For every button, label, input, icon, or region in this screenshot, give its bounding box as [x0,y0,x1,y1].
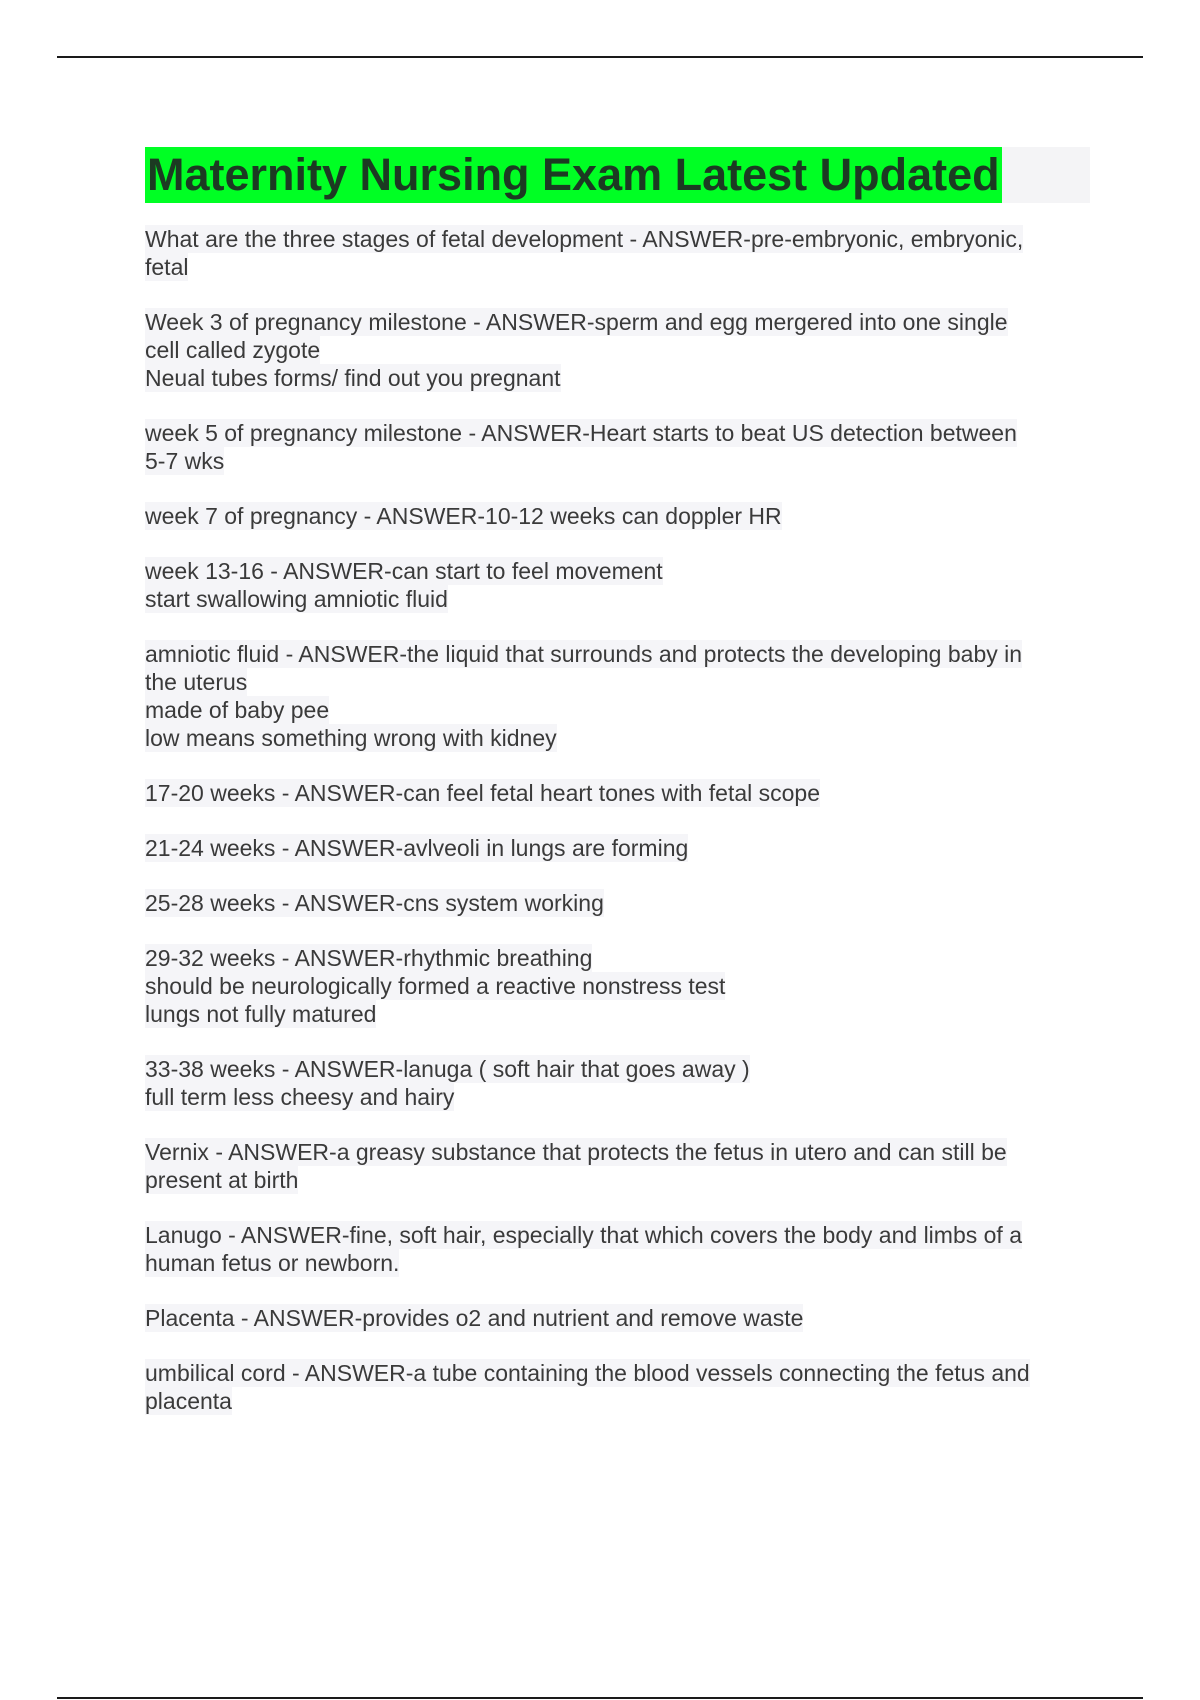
entry-line: made of baby pee [145,697,330,723]
qa-entry [145,1055,1090,1111]
entry-line: start swallowing amniotic fluid [145,586,448,612]
entry-line: 21-24 weeks - ANSWER-avlveoli in lungs are forming [145,835,689,861]
entry-line: week 13-16 - ANSWER-can start to feel movement [145,558,663,584]
top-rule [57,56,1143,58]
entry-line: the uterus [145,669,248,695]
entry-line: Lanugo - ANSWER-fine, soft hair, especially that which covers the body and limbs of a [145,1222,1022,1248]
qa-entry [145,889,1090,917]
bottom-rule [57,1697,1143,1699]
entry-line: full term less cheesy and hairy [145,1084,455,1110]
entry-line: Vernix - ANSWER-a greasy substance that protects the fetus in utero and can still be [145,1139,1007,1165]
qa-entry [145,640,1090,752]
entry-line: Neual tubes forms/ find out you pregnant [145,365,561,391]
document-body [145,147,1090,1442]
qa-entry [145,225,1090,281]
entry-line: placenta [145,1388,232,1414]
qa-entry [145,557,1090,613]
entry-line: amniotic fluid - ANSWER-the liquid that surrounds and protects the developing baby in [145,641,1023,667]
entry-line: lungs not fully matured [145,1001,377,1027]
entry-line: Placenta - ANSWER-provides o2 and nutrient and remove waste [145,1305,804,1331]
entry-line: present at birth [145,1167,299,1193]
entry-line: 17-20 weeks - ANSWER-can feel fetal heart tones with fetal scope [145,780,820,806]
entry-line: cell called zygote [145,337,321,363]
qa-entry [145,1138,1090,1194]
entry-line: 33-38 weeks - ANSWER-lanuga ( soft hair that goes away ) [145,1056,750,1082]
entry-line: fetal [145,254,189,280]
entry-line: umbilical cord - ANSWER-a tube containing the blood vessels connecting the fetus and [145,1360,1030,1386]
qa-entry [145,834,1090,862]
entry-line: What are the three stages of fetal development - ANSWER-pre-embryonic, embryonic, [145,226,1024,252]
page-title: Maternity Nursing Exam Latest Updated [145,147,1002,203]
qa-entry [145,1359,1090,1415]
entry-line: Week 3 of pregnancy milestone - ANSWER-sperm and egg mergered into one single [145,309,1008,335]
entry-line: week 7 of pregnancy - ANSWER-10-12 weeks can doppler HR [145,503,782,529]
qa-entry [145,308,1090,392]
entry-line: low means something wrong with kidney [145,725,557,751]
qa-entry [145,1304,1090,1332]
entry-line: 25-28 weeks - ANSWER-cns system working [145,890,604,916]
qa-entry [145,1221,1090,1277]
entry-line: should be neurologically formed a reactive nonstress test [145,973,726,999]
entry-line: 29-32 weeks - ANSWER-rhythmic breathing [145,945,593,971]
qa-entry [145,419,1090,475]
title-band [145,147,1090,203]
qa-entry [145,944,1090,1028]
qa-entry [145,779,1090,807]
entry-line: week 5 of pregnancy milestone - ANSWER-Heart starts to beat US detection between [145,420,1017,446]
entry-line: 5-7 wks [145,448,225,474]
entry-line: human fetus or newborn. [145,1250,400,1276]
qa-entry [145,502,1090,530]
qa-list [145,225,1090,1415]
